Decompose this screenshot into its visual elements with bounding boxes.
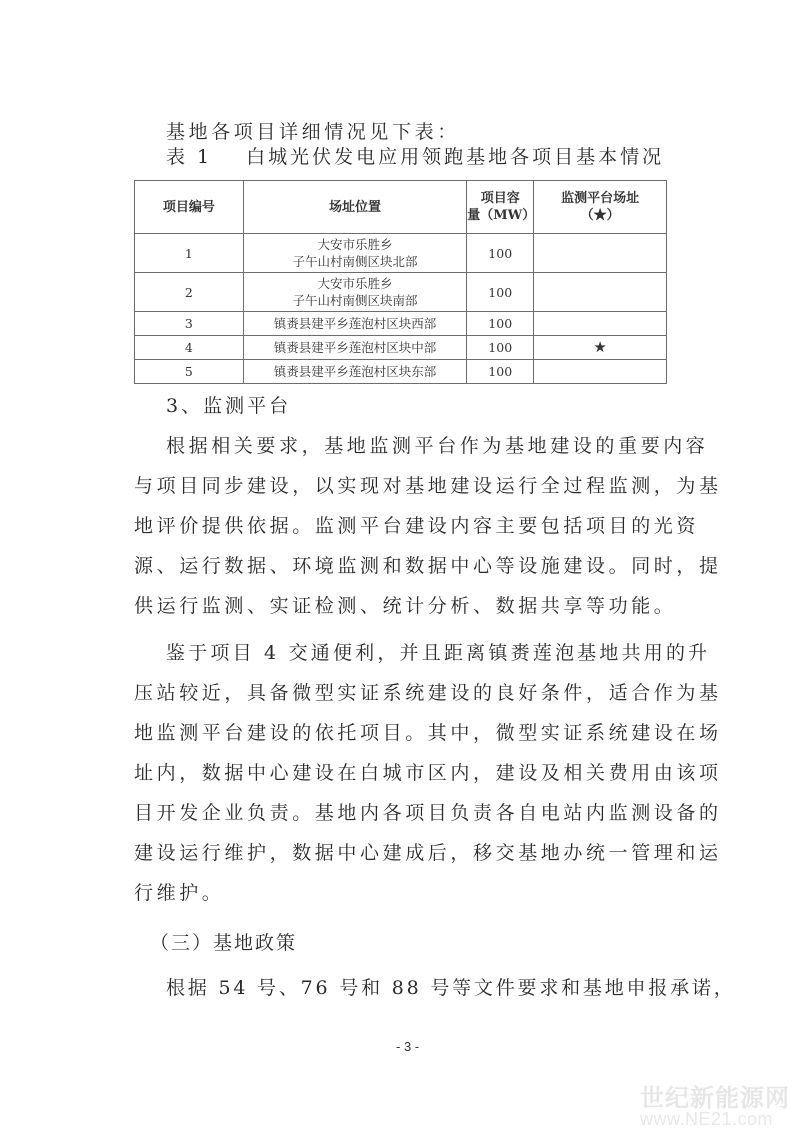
watermark-logo xyxy=(640,1078,790,1130)
section-heading-monitoring: 3、监测平台 xyxy=(166,395,292,417)
cell-location: 镇赉县建平乡莲泡村区块西部 xyxy=(243,312,466,336)
paragraph-line: 供运行监测、实证检测、统计分析、数据共享等功能。 xyxy=(134,595,677,617)
table-caption xyxy=(166,142,664,169)
cell-location xyxy=(243,234,466,273)
paragraph-line: 与项目同步建设，以实现对基地建设运行全过程监测，为基 xyxy=(134,475,722,497)
cell-location-line2: 子午山村南侧区块北部 xyxy=(292,254,418,269)
cell-platform xyxy=(534,273,667,312)
paragraph-line: 根据 54 号、76 号和 88 号等文件要求和基地申报承诺， xyxy=(166,977,736,999)
paragraph-line: 址内，数据中心建设在白城市区内，建设及相关费用由该项 xyxy=(134,762,722,784)
paragraph-line: 地评价提供依据。监测平台建设内容主要包括项目的光资 xyxy=(134,515,700,537)
cell-capacity: 100 xyxy=(467,312,534,336)
cell-id: 4 xyxy=(135,336,244,360)
table-caption-label: 表 1 xyxy=(166,146,213,168)
cell-id: 5 xyxy=(135,360,244,384)
header-platform-line2: （★） xyxy=(580,208,620,223)
header-capacity-line2: 量（MW） xyxy=(467,208,536,223)
table-row xyxy=(135,273,667,312)
paragraph-line: 行维护。 xyxy=(134,882,225,904)
cell-capacity: 100 xyxy=(467,336,534,360)
header-capacity xyxy=(467,181,534,234)
watermark-name: 世纪新能源网 xyxy=(640,1085,790,1112)
cell-location-line1: 大安市乐胜乡 xyxy=(317,276,393,291)
table-row xyxy=(135,234,667,273)
paragraph-line: 源、运行数据、环境监测和数据中心等设施建设。同时，提 xyxy=(134,555,722,577)
projects-table xyxy=(134,180,667,384)
paragraph-line: 鉴于项目 4 交通便利，并且距离镇赉莲泡基地共用的升 xyxy=(166,642,711,664)
table-row xyxy=(135,312,667,336)
paragraph-line: 地监测平台建设的依托项目。其中，微型实证系统建设在场 xyxy=(134,722,722,744)
paragraph-line: 目开发企业负责。基地内各项目负责各自电站内监测设备的 xyxy=(134,802,722,824)
cell-location-line2: 子午山村南侧区块南部 xyxy=(292,293,418,308)
paragraph-line: 根据相关要求，基地监测平台作为基地建设的重要内容 xyxy=(166,435,709,457)
header-location: 场址位置 xyxy=(243,181,466,234)
watermark-url: www.NE21.com xyxy=(640,1109,774,1129)
header-platform xyxy=(534,181,667,234)
cell-capacity: 100 xyxy=(467,234,534,273)
table-row xyxy=(135,336,667,360)
cell-id: 1 xyxy=(135,234,244,273)
cell-platform xyxy=(534,360,667,384)
cell-platform xyxy=(534,312,667,336)
cell-id: 2 xyxy=(135,273,244,312)
header-project-id: 项目编号 xyxy=(135,181,244,234)
section-heading-policy: （三）基地政策 xyxy=(150,932,298,954)
header-capacity-line1: 项目容 xyxy=(480,191,520,206)
table-caption-title: 白城光伏发电应用领跑基地各项目基本情况 xyxy=(246,146,665,168)
cell-location: 镇赉县建平乡莲泡村区块中部 xyxy=(243,336,466,360)
cell-id: 3 xyxy=(135,312,244,336)
star-icon: ★ xyxy=(534,336,667,360)
cell-capacity: 100 xyxy=(467,273,534,312)
page-number: - 3 - xyxy=(396,1039,420,1054)
cell-capacity: 100 xyxy=(467,360,534,384)
cell-platform xyxy=(534,234,667,273)
intro-text: 基地各项目详细情况见下表： xyxy=(166,121,460,143)
cell-location xyxy=(243,273,466,312)
paragraph-line: 压站较近，具备微型实证系统建设的良好条件，适合作为基 xyxy=(134,682,722,704)
cell-location: 镇赉县建平乡莲泡村区块东部 xyxy=(243,360,466,384)
table-header-row xyxy=(135,181,667,234)
paragraph-line: 建设运行维护，数据中心建成后，移交基地办统一管理和运 xyxy=(134,842,722,864)
cell-location-line1: 大安市乐胜乡 xyxy=(317,237,393,252)
table-row xyxy=(135,360,667,384)
header-platform-line1: 监测平台场址 xyxy=(561,191,640,206)
